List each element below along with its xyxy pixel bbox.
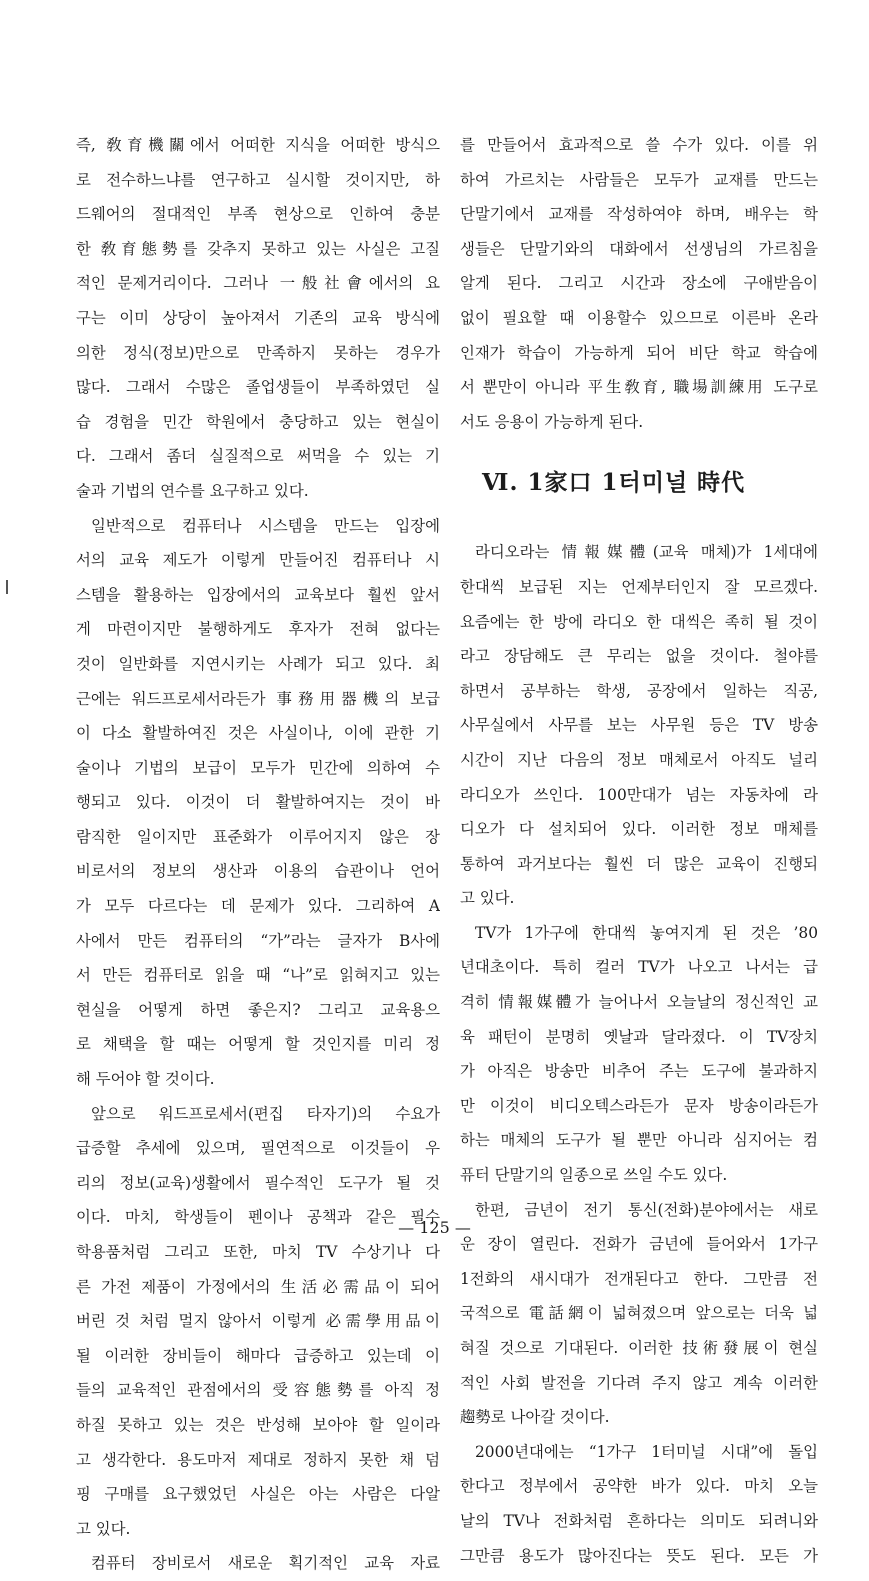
right-column-top-text bbox=[460, 128, 818, 439]
text-line: 한편, 금년이 전기 통신(전화)분야에서는 새로 bbox=[475, 1200, 818, 1219]
text-line: 년대초이다. 특히 컬러 TV가 나오고 나서는 급 bbox=[460, 958, 818, 977]
text-line: 사무실에서 사무를 보는 사무원 등은 TV 방송 bbox=[460, 716, 818, 735]
text-line: 운 장이 열린다. 전화가 금년에 들어와서 1가구 bbox=[460, 1235, 818, 1254]
text-line: 컴퓨터 장비로서 새로운 획기적인 교육 자료 bbox=[91, 1554, 440, 1573]
text-line: 가 아직은 방송만 비추어 주는 도구에 불과하지 bbox=[460, 1062, 818, 1081]
text-line: 퓨터 단말기의 일종으로 쓰일 수도 있다. bbox=[460, 1166, 728, 1185]
text-line: 한 敎育態勢를 갖추지 못하고 있는 사실은 고질 bbox=[76, 239, 440, 258]
text-line: 근에는 워드프로세서라든가 事務用器機의 보급 bbox=[76, 689, 440, 708]
text-line: 앞으로 워드프로세서(편집 타자기)의 수요가 bbox=[91, 1104, 440, 1123]
text-line: 고 생각한다. 용도마저 제대로 정하지 못한 채 덤 bbox=[76, 1450, 440, 1469]
text-line: 술이나 기법의 보급이 모두가 민간에 의하여 수 bbox=[76, 758, 440, 777]
text-line: 한대씩 보급된 지는 언제부터인지 잘 모르겠다. bbox=[460, 577, 818, 596]
margin-mark bbox=[6, 580, 8, 594]
text-line: 즉, 敎育機關에서 어떠한 지식을 어떠한 방식으 bbox=[76, 136, 440, 154]
text-line: 해 두어야 할 것이다. bbox=[76, 1070, 215, 1089]
text-line: 사에서 만든 컴퓨터의 “가”라는 글자가 B사에 bbox=[76, 931, 440, 950]
text-line: 알게 된다. 그리고 시간과 장소에 구애받음이 bbox=[460, 274, 818, 293]
text-line: 날의 TV나 전화처럼 흔하다는 의미도 되려니와 bbox=[460, 1511, 818, 1530]
text-line: 생들은 단말기와의 대화에서 선생님의 가르침을 bbox=[460, 239, 818, 258]
text-line: 비로서의 정보의 생산과 이용의 습관이나 언어 bbox=[76, 862, 440, 881]
text-line: 가 모두 다르다는 데 문제가 있다. 그리하여 A bbox=[76, 897, 440, 916]
text-line: 를 만들어서 효과적으로 쓸 수가 있다. 이를 위 bbox=[460, 136, 818, 154]
text-line: 없이 필요할 때 이용할수 있으므로 이른바 온라 bbox=[460, 308, 818, 327]
text-line: 적인 문제거리이다. 그러나 一般社會에서의 요 bbox=[76, 274, 440, 293]
right-column-body-text bbox=[460, 535, 818, 1573]
text-line: 될 이러한 장비들이 해마다 급증하고 있는데 이 bbox=[76, 1346, 440, 1365]
text-line: 육 패턴이 분명히 옛날과 달라졌다. 이 TV장치 bbox=[460, 1027, 818, 1046]
text-line: 리의 정보(교육)생활에서 필수적인 도구가 될 것 bbox=[76, 1173, 440, 1192]
text-line: 다. 그래서 좀더 실질적으로 써먹을 수 있는 기 bbox=[76, 447, 440, 466]
text-line: 의한 정식(정보)만으로 만족하지 못하는 경우가 bbox=[76, 343, 440, 362]
text-line: 적인 사회 발전을 기다려 주지 않고 계속 이러한 bbox=[460, 1373, 818, 1392]
text-line: 로 전수하느냐를 연구하고 실시할 것이지만, 하 bbox=[76, 170, 440, 189]
text-line: 행되고 있다. 이것이 더 활발하여지는 것이 바 bbox=[76, 793, 440, 812]
text-line: 핑 구매를 요구했었던 사실은 아는 사람은 다알 bbox=[76, 1485, 440, 1504]
text-line: 하여 가르치는 사람들은 모두가 교재를 만드는 bbox=[460, 170, 818, 189]
text-line: 들의 교육적인 관점에서의 受容態勢를 아직 정 bbox=[76, 1381, 440, 1400]
text-line: 많다. 그래서 수많은 졸업생들이 부족하였던 실 bbox=[76, 378, 440, 397]
text-line: 서도 응용이 가능하게 된다. bbox=[460, 412, 644, 431]
text-line: TV가 1가구에 한대씩 놓여지게 된 것은 ’80 bbox=[475, 923, 818, 942]
text-line: 급증할 추세에 있으며, 필연적으로 이것들이 우 bbox=[76, 1139, 440, 1158]
text-line: 것이 일반화를 지연시키는 사례가 되고 있다. 최 bbox=[76, 654, 440, 673]
text-line: 고 있다. bbox=[76, 1519, 131, 1538]
right-column bbox=[460, 128, 818, 1573]
text-line: 스템을 활용하는 입장에서의 교육보다 훨씬 앞서 bbox=[76, 585, 440, 604]
text-line: 시간이 지난 다음의 정보 매체로서 아직도 널리 bbox=[460, 750, 818, 769]
text-line: 라디오가 쓰인다. 100만대가 넘는 자동차에 라 bbox=[460, 785, 818, 804]
text-line: 일반적으로 컴퓨터나 시스템을 만드는 입장에 bbox=[91, 516, 440, 535]
text-line: 게 마련이지만 불행하게도 후자가 전혀 없다는 bbox=[76, 620, 440, 639]
section-heading: Ⅵ. 1家口 1터미널 時代 bbox=[482, 469, 746, 497]
text-line: 습 경험을 민간 학원에서 충당하고 있는 현실이 bbox=[76, 412, 440, 431]
text-line: 요즘에는 한 방에 라디오 한 대씩은 족히 될 것이 bbox=[460, 612, 818, 631]
text-line: 서의 교육 제도가 이렇게 만들어진 컴퓨터나 시 bbox=[76, 551, 440, 570]
text-line: 국적으로 電話網이 넓혀졌으며 앞으로는 더욱 넓 bbox=[460, 1304, 818, 1323]
text-line: 趨勢로 나아갈 것이다. bbox=[460, 1408, 610, 1427]
text-line: 드웨어의 절대적인 부족 현상으로 인하여 충분 bbox=[76, 205, 440, 224]
text-line: 라고 장담해도 큰 무리는 없을 것이다. 철야를 bbox=[460, 647, 818, 666]
text-line: 람직한 일이지만 표준화가 이루어지지 않은 장 bbox=[76, 827, 440, 846]
text-line: 고 있다. bbox=[460, 889, 515, 908]
text-line: 단말기에서 교재를 작성하여야 하며, 배우는 학 bbox=[460, 205, 818, 224]
text-line: 2000년대에는 “1가구 1터미널 시대”에 돌입 bbox=[475, 1442, 818, 1461]
text-line: 로 채택을 할 때는 어떻게 할 것인지를 미리 정 bbox=[76, 1035, 440, 1054]
text-line: 하면서 공부하는 학생, 공장에서 일하는 직공, bbox=[460, 681, 818, 700]
text-line: 하는 매체의 도구가 될 뿐만 아니라 심지어는 컴 bbox=[460, 1131, 818, 1150]
text-line: 혀질 것으로 기대된다. 이러한 技術發展이 현실 bbox=[460, 1339, 818, 1357]
text-line: 른 가전 제품이 가정에서의 生活必需品이 되어 bbox=[76, 1277, 440, 1296]
text-line: 술과 기법의 연수를 요구하고 있다. bbox=[76, 481, 309, 500]
text-line: 서 뿐만이 아니라 平生敎育, 職場訓練用 도구로 bbox=[460, 378, 818, 397]
text-line: 라디오라는 情報媒體(교육 매체)가 1세대에 bbox=[475, 543, 818, 562]
text-line: 디오가 다 설치되어 있다. 이러한 정보 매체를 bbox=[460, 820, 818, 839]
text-line: 학용품처럼 그리고 또한, 마치 TV 수상기나 다 bbox=[76, 1243, 440, 1261]
text-line: 그만큼 용도가 많아진다는 뜻도 된다. 모든 가 bbox=[460, 1546, 818, 1565]
text-line: 서 만든 컴퓨터로 읽을 때 “나”로 읽혀지고 있는 bbox=[76, 966, 440, 985]
text-line: 하질 못하고 있는 것은 반성해 보아야 할 일이라 bbox=[76, 1415, 440, 1434]
text-line: 격히 情報媒體가 늘어나서 오늘날의 정신적인 교 bbox=[460, 993, 818, 1012]
text-line: 한다고 정부에서 공약한 바가 있다. 마치 오늘 bbox=[460, 1477, 818, 1496]
text-line: 구는 이미 상당이 높아져서 기존의 교육 방식에 bbox=[76, 308, 440, 327]
text-line: 버린 것 처럼 멀지 않아서 이렇게 必需學用品이 bbox=[76, 1312, 440, 1331]
left-column bbox=[76, 128, 440, 1581]
text-line: 현실을 어떻게 하면 좋은지? 그리고 교육용으 bbox=[76, 1000, 440, 1019]
text-line: 1전화의 새시대가 전개된다고 한다. 그만큼 전 bbox=[460, 1269, 818, 1288]
text-line: 만 이것이 비디오텍스라든가 문자 방송이라든가 bbox=[460, 1096, 818, 1115]
page-number: — 125 — bbox=[398, 1218, 471, 1237]
text-line: 이다. 마치, 학생들이 펜이나 공책과 같은 필수 bbox=[76, 1208, 440, 1227]
text-line: 통하여 과거보다는 훨씬 더 많은 교육이 진행되 bbox=[460, 854, 818, 873]
text-line: 인재가 학습이 가능하게 되어 비단 학교 학습에 bbox=[460, 343, 818, 362]
text-line: 이 다소 활발하여진 것은 사실이나, 이에 관한 기 bbox=[76, 724, 440, 743]
